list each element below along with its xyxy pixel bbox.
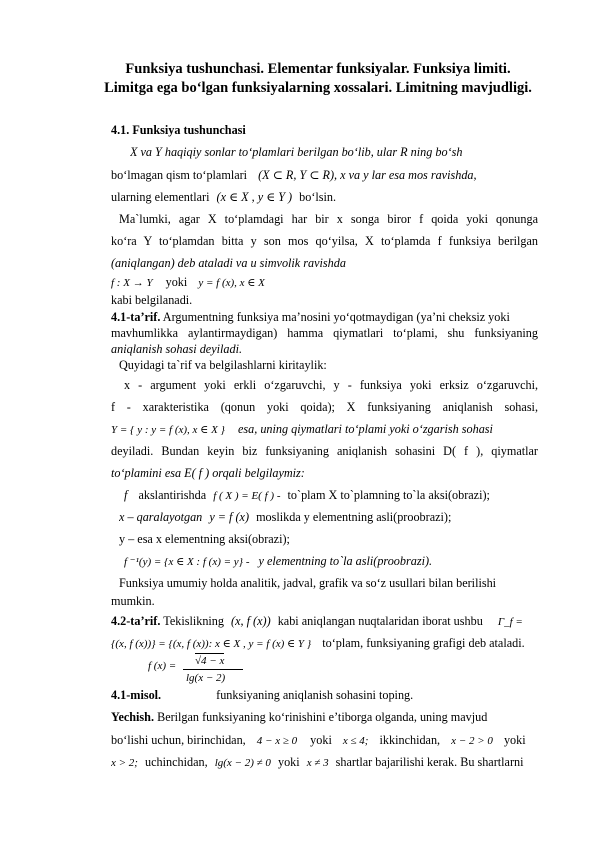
math-formula: x ≠ 3 [306, 757, 329, 769]
text-run: Berilgan funksiyaning ko‘rinishini e’tiborga olganda, uning mavjud [157, 710, 488, 724]
paragraph-line: ko‘ra Y to‘plamdan bitta y son mos qo‘yilsa, X to‘plamda f funksiya berilgan [111, 234, 538, 248]
text-run: moslikda y elementning asli(proobrazi); [256, 510, 452, 524]
paragraph-line [111, 710, 538, 725]
solution-label: Yechish. [111, 710, 155, 724]
math-formula: (x, f (x)) [231, 614, 271, 628]
text-run: ikkinchidan, [379, 733, 441, 747]
math-formula: y = f (x) [209, 510, 250, 524]
formula-denominator: lg(x − 2) [186, 672, 226, 684]
paragraph-line [111, 310, 538, 325]
paragraph-line: X va Y haqiqiy sonlar to‘plamlari berilgan bo‘lib, ular R ning bo‘sh [130, 145, 463, 159]
math-formula: x − 2 > 0 [451, 735, 493, 747]
formula-lhs: f (x) = [148, 660, 177, 672]
text-run: to‘plam, funksiyaning grafigi deb ataladi. [322, 636, 525, 650]
math-formula: f ( X ) = E( f ) - [213, 490, 281, 502]
paragraph-line [124, 488, 538, 504]
math-formula: y = f (x), x ∈ X [198, 277, 265, 289]
paragraph-line [111, 614, 538, 630]
paragraph-line [111, 688, 538, 703]
text-run: uchinchidan, [145, 755, 208, 769]
math-formula: 4 − x ≥ 0 [256, 735, 298, 747]
paragraph-line: to‘plamini esa E( f ) orqali belgilaymiz: [111, 466, 305, 480]
paragraph-line [111, 636, 538, 652]
formula-numerator: √4 − x [195, 655, 225, 667]
math-formula: x > 2; [111, 757, 138, 769]
paragraph-line: (aniqlangan) deb ataladi va u simvolik ravishda [111, 256, 346, 270]
paragraph-line [124, 554, 538, 570]
math-formula: Γ_f = [497, 616, 523, 628]
paragraph-line: Funksiya umumiy holda analitik, jadval, grafik va so‘z usullari bilan berilishi [119, 576, 497, 590]
section-heading: 4.1. Funksiya tushunchasi [111, 123, 246, 137]
text-run: bo‘lishi uchun, birinchidan, [111, 733, 246, 747]
text-run: funksiyaning aniqlanish sohasini toping. [216, 688, 414, 702]
math-formula: x ≤ 4; [342, 735, 369, 747]
definition-label: 4.1-ta’rif. [111, 310, 161, 324]
paragraph-line: x - argument yoki erkli o‘zgaruvchi, y - funksiya yoki erksiz o‘zgaruvchi, [124, 378, 538, 392]
text-run: y elementning to`la asli(proobrazi). [258, 554, 433, 568]
math-formula: f ⁻¹(y) = {x ∈ X : f (x) = y} - [124, 556, 250, 568]
math-formula: f : X → Y [111, 277, 153, 289]
text-run: bo‘lsin. [299, 190, 337, 204]
paragraph-line: f - xarakteristika (qonun yoki qoida); X funksiyaning aniqlanish sohasi, [111, 400, 538, 414]
paragraph-line: mumkin. [111, 594, 155, 608]
page-title: Funksiya tushunchasi. Elementar funksiyalar. Funksiya limiti. Limitga ega bo‘lgan funksiyalarning xossalari. Limitning mavjudligi. [104, 61, 532, 96]
paragraph-line [111, 168, 538, 183]
text-run: ularning elementlari [111, 190, 210, 204]
paragraph-line: Quyidagi ta`rif va belgilashlarni kiritaylik: [119, 358, 327, 372]
paragraph-line: aniqlanish sohasi deyiladi. [111, 342, 243, 356]
paragraph-line [111, 190, 538, 205]
paragraph-line: deyiladi. Bundan keyin biz funksiyaning aniqlanish sohasini D( f ), qiymatlar [111, 444, 538, 458]
paragraph-line [111, 275, 538, 291]
math-formula: {(x, f (x))} = {(x, f (x)): x ∈ X , y = f (x) ∈ Y } [111, 638, 312, 650]
text-run: yoki [310, 733, 332, 747]
text-run: to`plam X to`plamning to`la aksi(obrazi); [287, 488, 490, 502]
math-formula: (X ⊂ R, Y ⊂ R), x va y lar esa mos ravishda, [258, 168, 477, 182]
text-run: yoki [165, 275, 188, 289]
text-run: akslantirishda [138, 488, 207, 502]
math-formula: lg(x − 2) ≠ 0 [214, 757, 271, 769]
paragraph-line [119, 510, 538, 525]
paragraph-line: Ma`lumki, agar X to‘plamdagi har bir x songa biror f qoida yoki qonunga [119, 212, 538, 226]
text-run: esa, uning qiymatlari to‘plami yoki o‘zgarish sohasi [238, 422, 493, 436]
text-run: x – qaralayotgan [119, 510, 203, 524]
definition-label: 4.2-ta’rif. [111, 614, 161, 628]
text-run: kabi aniqlangan nuqtalaridan iborat ushbu [277, 614, 483, 628]
example-label: 4.1-misol. [111, 688, 162, 702]
text-run: yoki [277, 755, 300, 769]
paragraph-line: y – esa x elementning aksi(obrazi); [119, 532, 290, 546]
text-run: bo‘lmagan qism to‘plamlari [111, 168, 248, 182]
fraction-bar [183, 669, 243, 670]
paragraph-line: kabi belgilanadi. [111, 293, 193, 307]
paragraph-line: mavhumlikka aylantirmaydigan) hamma qiymatlari to‘plami, shu funksiyaning [111, 326, 538, 340]
text-run: shartlar bajarilishi kerak. Bu shartlarni [335, 755, 524, 769]
paragraph-line [111, 422, 538, 438]
text-run: yoki [503, 733, 526, 747]
math-formula: (x ∈ X , y ∈ Y ) [216, 190, 293, 204]
text-run: Argumentning funksiya ma’nosini yo‘qotmaydigan (ya’ni cheksiz yoki [162, 310, 510, 324]
text-run: Tekislikning [163, 614, 224, 628]
paragraph-line [111, 733, 538, 749]
math-formula: f [124, 488, 128, 502]
paragraph-line [111, 755, 538, 771]
math-formula: Y = { y : y = f (x), x ∈ X } [111, 424, 225, 436]
